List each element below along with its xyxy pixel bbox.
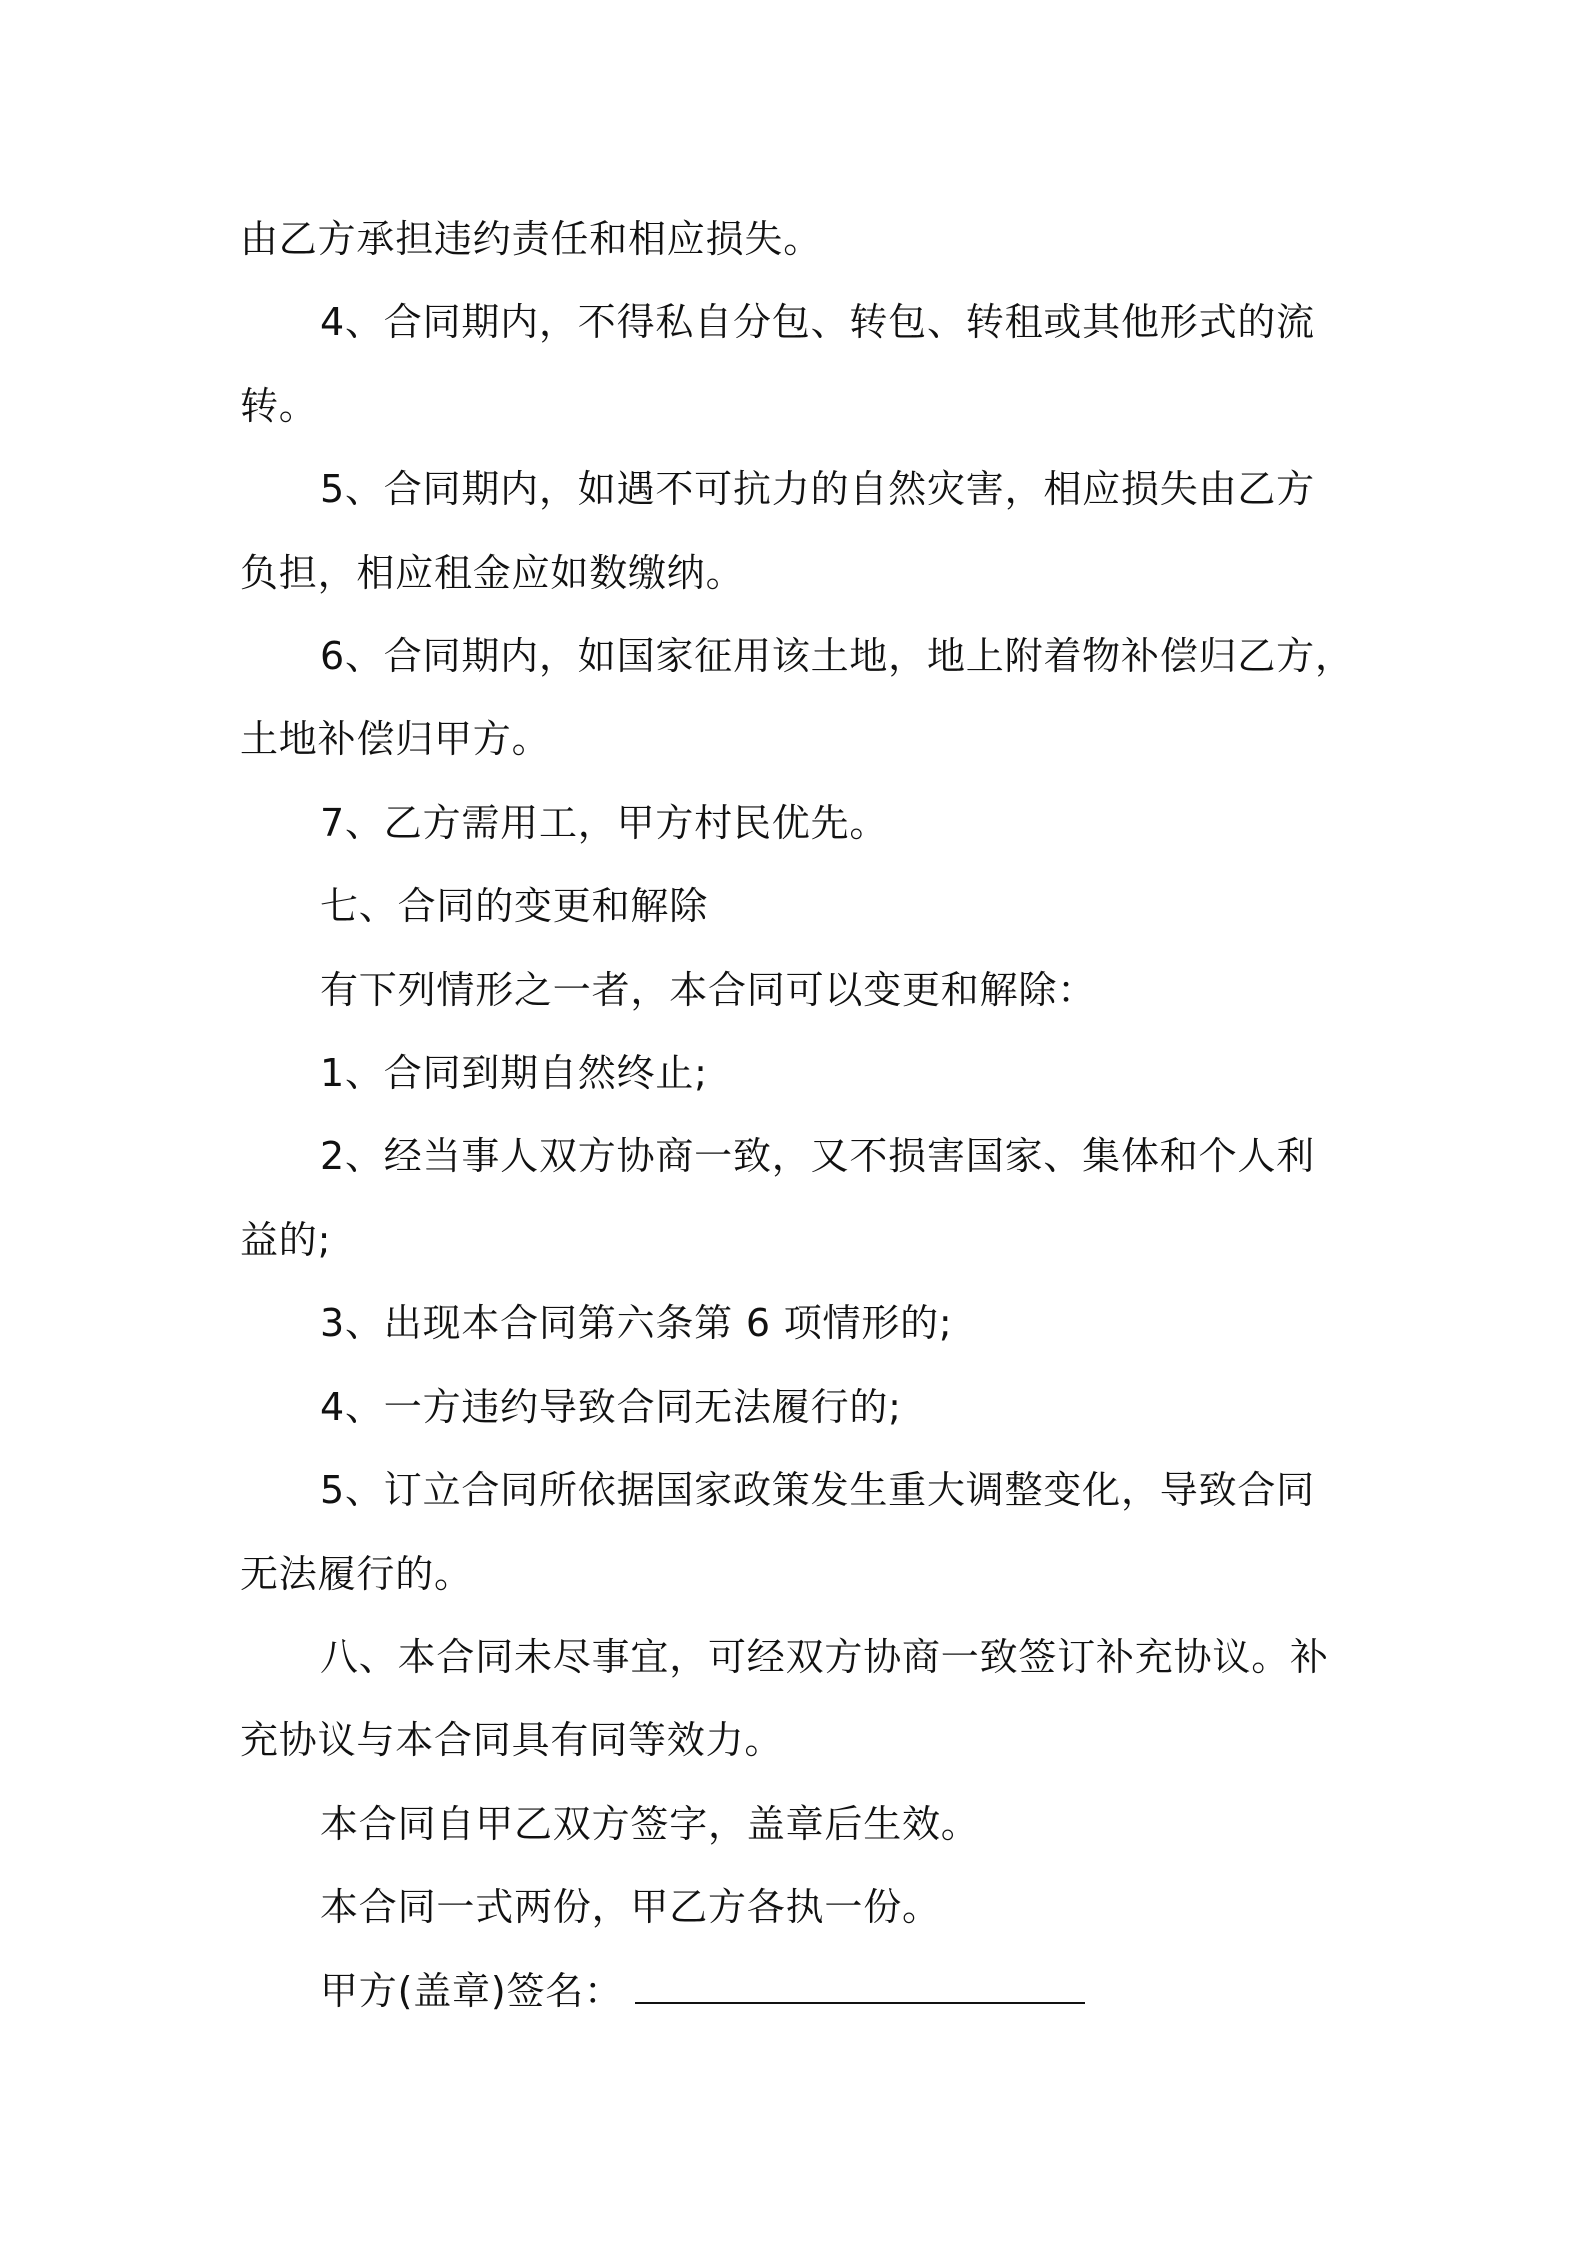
- section-heading-8: [240, 1616, 1360, 1783]
- text-line: 5、合同期内，如遇不可抗力的自然灾害，相应损失由乙方: [320, 467, 1315, 512]
- text-line: 负担，相应租金应如数缴纳。: [240, 550, 745, 595]
- text-line: 土地补偿归甲方。: [240, 717, 551, 762]
- paragraph-clause-4: [240, 281, 1360, 448]
- signature-party-a: [240, 1950, 1360, 2033]
- signature-blank-line: [635, 1962, 1085, 2004]
- text-line: 无法履行的。: [240, 1551, 473, 1596]
- paragraph-effective: [240, 1783, 1360, 1866]
- text-line: 本合同自甲乙双方签字，盖章后生效。: [320, 1801, 980, 1846]
- text-line: 5、订立合同所依据国家政策发生重大调整变化，导致合同: [320, 1468, 1315, 1513]
- text-line: 6、合同期内，如国家征用该土地，地上附着物补偿归乙方，: [320, 634, 1354, 679]
- text-line: 7、乙方需用工，甲方村民优先。: [320, 800, 889, 845]
- text-line: 4、合同期内，不得私自分包、转包、转租或其他形式的流: [320, 300, 1315, 345]
- text-line: 本合同一式两份，甲乙方各执一份。: [320, 1885, 941, 1930]
- text-line: 4、一方违约导致合同无法履行的;: [320, 1384, 902, 1429]
- signature-label: 甲方(盖章)签名：: [320, 1968, 623, 2013]
- paragraph-condition-3: [240, 1282, 1360, 1365]
- text-line: 充协议与本合同具有同等效力。: [240, 1718, 784, 1763]
- paragraph-clause-5: [240, 448, 1360, 615]
- paragraph-condition-2: [240, 1115, 1360, 1282]
- text-line: 2、经当事人双方协商一致，又不损害国家、集体和个人利: [320, 1134, 1315, 1179]
- paragraph-condition-5: [240, 1449, 1360, 1616]
- paragraph-change-conditions: [240, 949, 1360, 1032]
- paragraph-condition-1: [240, 1032, 1360, 1115]
- paragraph-clause-7: [240, 782, 1360, 865]
- paragraph-clause-6: [240, 615, 1360, 782]
- text-line: 由乙方承担违约责任和相应损失。: [240, 217, 823, 261]
- text-line: 转。: [240, 383, 318, 428]
- text-line: 3、出现本合同第六条第 6 项情形的;: [320, 1301, 953, 1346]
- text-line: 有下列情形之一者，本合同可以变更和解除：: [320, 967, 1097, 1012]
- text-line: 益的;: [240, 1217, 332, 1262]
- section-heading-7: [240, 865, 1360, 948]
- text-line: 1、合同到期自然终止;: [320, 1051, 708, 1096]
- paragraph-condition-4: [240, 1366, 1360, 1449]
- paragraph-clause-3-end: [240, 198, 1360, 281]
- paragraph-copies: [240, 1866, 1360, 1949]
- text-line: 八、本合同未尽事宜，可经双方协商一致签订补充协议。补: [320, 1634, 1329, 1679]
- document-body: [240, 198, 1360, 2033]
- text-line: 七、合同的变更和解除: [320, 884, 709, 929]
